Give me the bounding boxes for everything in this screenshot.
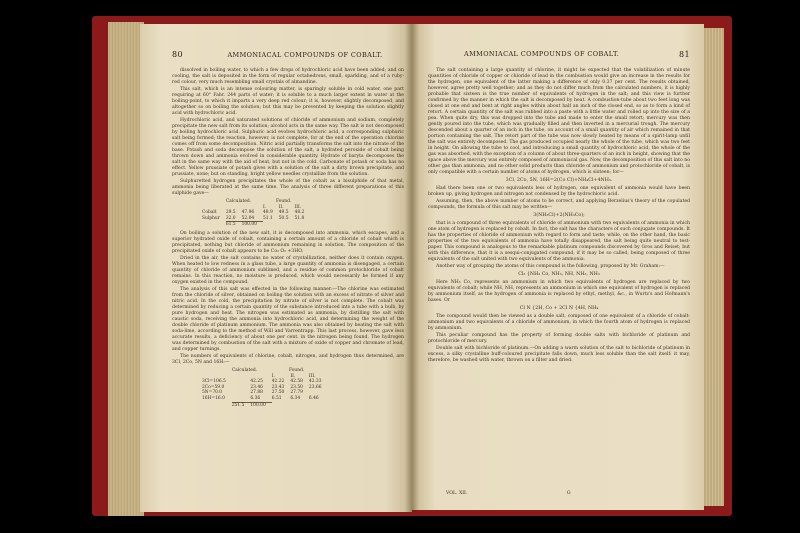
table-total-row: 251.5 100.00 bbox=[202, 402, 328, 408]
table-header: Calculated. bbox=[225, 199, 252, 204]
table-row: 3Cl=106.5 42.25 42.22 42.58 42.33 bbox=[202, 379, 322, 385]
right-page-number: 81 bbox=[679, 50, 690, 59]
left-paragraph: On boiling a solution of the new salt, it is decomposed into ammonia, which escapes, and a superior hydrated oxide of cobalt, containing a certain amount of a chloride of cobalt which is precipitated, nothing but chloride of ammonium remaining in solution. The composition of the precipitated oxide of cobalt appears to be Co₂ O₃ +3HO. bbox=[172, 230, 404, 254]
table-subheader: III. bbox=[294, 204, 302, 210]
left-paragraph: Sulphuretted hydrogen precipitates the whole of the cobalt as a bisulphide of that metal, ammonia being liberated at the same time. The analysis of three different preparations of this sulphide gave— bbox=[172, 179, 404, 196]
right-paragraph: Here NH₃ Co, represents an ammonium in which two equivalents of hydrogen are replaced by two equivalents of cobalt; while NH, NH, represents an ammonium in which one equivalent of hydrogen is replaced by ammonium itself, as the hydrogen of ammonia is replaced by ethyl, methyl, &c., in Wurtz's and Hofmann's bases. Or bbox=[428, 280, 690, 303]
formula: Cl N {2H, Co + 2Cl N {4H, NH₄ bbox=[519, 306, 599, 311]
table-row: 2Co=59.0 23.46 23.43 23.50 23.66 bbox=[202, 384, 322, 390]
left-page bbox=[140, 24, 412, 512]
table-subheader: II. bbox=[278, 204, 284, 210]
sulphide-analysis-table bbox=[202, 199, 310, 228]
table-subheader: I. bbox=[271, 373, 275, 379]
left-paragraph: The numbers of equivalents of chlorine, cobalt, nitrogen, and hydrogen thus determined, are 3Cl, 2Co, 5N and 16H:— bbox=[172, 353, 404, 365]
table-header: Found. bbox=[288, 367, 305, 373]
table-row: Sulphur 32.0 52.04 51.1 50.5 51.8 bbox=[202, 215, 305, 222]
formula: 3(NH₃Cl)+2(NH₃Co); bbox=[533, 213, 585, 218]
left-page-number: 80 bbox=[172, 50, 183, 59]
table-subheader: II. bbox=[290, 373, 296, 379]
left-body bbox=[172, 68, 404, 411]
book-gutter bbox=[405, 24, 419, 512]
right-paragraph: The salt containing a large quantity of chlorine, it might be expected that the volatilization of minute quantities of chloride of copper or chloride of lead in the combustion would give an increase in the results for the hydrogen, one equivalent of the latter making a difference of only 0.37 per cent. The results obtained, however, agree pretty well together; and as they do not differ much from the calculated numbers, it is highly probable that sixteen is the true number of equivalents of hydrogen in the salt; and this view is further confirmed by the manner in which the salt is decomposed by heat. A combustion-tube about two feet long was closed at one end and bent at right angles within about half an inch of the closed end, so as to form a kind of retort. A certain quantity of the salt was rubbed into a paste with a little water and rolled up into the size of a pea. When quite dry, this was dropped into the tube and made to enter the small retort; mercury was then gently poured into the tube, which was gradually filled and then inverted in a mercurial trough. The mercury descended about a quarter of an inch in the tube, on account of a small quantity of air which remained in that portion containing the salt. The retort part of the tube was now slowly heated by means of a spirit-lamp until the salt was entirely decomposed. The gas produced occupied nearly the whole of the tube, which was two feet in height. On allowing the tube to cool, and introducing a small quantity of hydrochloric acid, the whole of the gas was absorbed, with the exception of a column of about three-quarters of an inch in height, showing that the space above the mercury was entirely composed of ammoniacal gas. Now, the decomposition of this salt into no other gas than ammonia, and no other solid products than chloride of ammonium and protochloride of cobalt, is only compatible with a certain number of atoms of hydrogen, which is sixteen; for— bbox=[428, 68, 690, 175]
table-total-row: 61.5 100.00 bbox=[202, 222, 310, 228]
table-row: Cobalt 29.5 47.96 48.9 49.5 48.2 bbox=[202, 210, 305, 216]
right-running-head bbox=[428, 50, 690, 59]
table-header: Found. bbox=[275, 199, 292, 204]
left-running-head bbox=[172, 50, 404, 59]
left-title: AMMONIACAL COMPOUNDS OF COBALT. bbox=[227, 51, 383, 59]
table-subheader: I. bbox=[262, 204, 267, 210]
right-paragraph: Double salt with bichloride of platinum.—On adding a warm solution of the salt to bichloride of platinum in excess, a silky crystalline buff-coloured precipitate falls down, much less soluble than the salt itself: it may, therefore, be washed with water, thrown on a filter and dried. bbox=[428, 346, 690, 363]
right-paragraph: This peculiar compound has the property of forming double salts with bichloride of platinum and protochloride of mercury. bbox=[428, 333, 690, 344]
salt-analysis-table bbox=[202, 368, 328, 408]
formula: Cl₃ {NH₃ Co, NH₃, NH, NH₃, NH₃ bbox=[518, 272, 600, 277]
page-edges-left bbox=[108, 22, 144, 516]
table-subheader: III. bbox=[308, 373, 316, 379]
right-footer bbox=[446, 491, 670, 496]
right-page bbox=[412, 24, 704, 510]
right-paragraph: Had there been one or two equivalents less of hydrogen, one equivalent of ammonia would have been broken up, giving hydrogen and nitrogen not condensed by the hydrochloric acid. bbox=[428, 186, 690, 197]
right-body bbox=[428, 68, 690, 365]
table-row: 16H=16.0 6.36 6.51 6.34 6.46 bbox=[202, 395, 319, 402]
left-paragraph: Dried in the air, the salt contains no water of crystallization, neither does it contain oxygen. When heated to low redness in a glass tube, a large quantity of ammonia is disengaged, a certain quantity of chloride of ammonium sublimed, and a residue of common protochloride of cobalt remains. In this reaction, no moisture is produced, which would necessarily be formed if any oxygen existed in the compound. bbox=[172, 255, 404, 285]
right-paragraph: Assuming, then, the above number of atoms to be correct, and applying Berzelius's theory of the copulated compounds, the formula of this salt may be written— bbox=[428, 199, 690, 210]
volume-label: VOL. XII. bbox=[446, 491, 468, 496]
left-paragraph: This salt, which is an intense colouring matter, is sparingly soluble in cold water, one part requiring at 60° Fahr. 244 parts of water; it is soluble to a much larger extent in water at the boiling-point, to which it imparts a very deep red colour; it is, however, slightly decomposed, and altogether so on boiling the solution; but this may be prevented by keeping the solution slightly acid with hydrochloric acid. bbox=[172, 87, 404, 116]
right-paragraph: Another way of grouping the atoms of this compound is the following, proposed by Mr. Graham:— bbox=[436, 264, 665, 269]
table-header: Calculated. bbox=[231, 367, 258, 373]
left-paragraph: The analysis of this salt was effected in the following manner:—The chlorine was estimated from the chloride of silver, obtained on boiling the solution with an excess of nitrate of silver and nitric acid. In the cold, the precipitation by nitrate of silver is not complete. The cobalt was determined by reducing a certain quantity of the substance introduced into a tube with a bulb, by pure hydrogen and heat. The nitrogen was estimated as ammonia, by distilling the salt with caustic soda, receiving the ammonia into hydrochloric acid, and determining the weight of the double chloride of platinum ammonium. The ammonia was also obtained by heating the salt with soda-lime, according to the method of Will and Varrentrapp. This last process, however, gave less accurate results, a deficiency of about one per cent. in the nitrogen being found. The hydrogen was determined by combustion of the salt with a mixture of oxide of copper and chromate of lead, and copper turnings. bbox=[172, 286, 404, 352]
left-paragraph: dissolved in boiling water, to which a few drops of hydrochloric acid have been added; and on cooling, the salt is deposited in the form of regular octahedrons, small, sparkling, and of a ruby-red colour, very much resembling small crystals of almandine. bbox=[172, 68, 404, 85]
table-row: 5N=70.0 27.88 27.50 27.79 bbox=[202, 390, 303, 396]
right-paragraph: The compound would then be viewed as a double salt, composed of one equivalent of a chloride of cobalt-ammonium and two equivalents of a chloride of ammonium, in which the fourth atom of hydrogen is replaced by ammonium. bbox=[428, 314, 690, 331]
right-paragraph: that is a compound of three equivalents of chloride of ammonium with two equivalents of ammonia in which one atom of hydrogen is replaced by cobalt. In fact, the salt has the characters of such conjugate compounds. It has the properties of chloride of ammonium with regard to form and taste; while, on the other hand, the basic properties of the two equivalents of ammonia have totally disappeared, the salt being quite neutral to test-paper. This compound is analogous to the remarkable platinum compounds discovered by Gros and Reiset; but with this difference, that it is a sesqui-conjugated compound, if it may be so called, being composed of three equivalents of the salt united with two equivalents of the ammonia. bbox=[428, 221, 690, 262]
signature-mark: G bbox=[566, 491, 571, 496]
left-paragraph: Hydrochloric acid, and saturated solutions of chloride of ammonium and sodium, completely precipitate the new salt from its solution; alcohol acts in the same way. The salt is not decomposed by boiling hydrochloric acid. Sulphuric acid evolves hydrochloric acid, a corresponding sulphuric salt being formed; the reaction, however, is not complete, for at the end of the operation chlorine comes off from some decomposition. Nitric acid partially transforms the salt into the nitrate of the base. Potash and soda decompose the solution of the salt, a hydrated peroxide of cobalt being thrown down and ammonia evolved in considerable quantity. Hydrate of baryta decomposes the salt in the same way with the aid of heat, but not in the cold. Carbonate of potash or soda has no effect. Yellow prussiate of potash gives with a solution of the salt a dirty brown precipitate, and prussiate, none; but on standing, bright yellow needles crystallize from the solution. bbox=[172, 118, 404, 177]
formula: 3Cl, 2Co, 5N, 16H=2(Co Cl)+NH₄Cl+4NH₃. bbox=[505, 178, 613, 183]
right-title: AMMONIACAL COMPOUNDS OF COBALT. bbox=[464, 50, 620, 58]
